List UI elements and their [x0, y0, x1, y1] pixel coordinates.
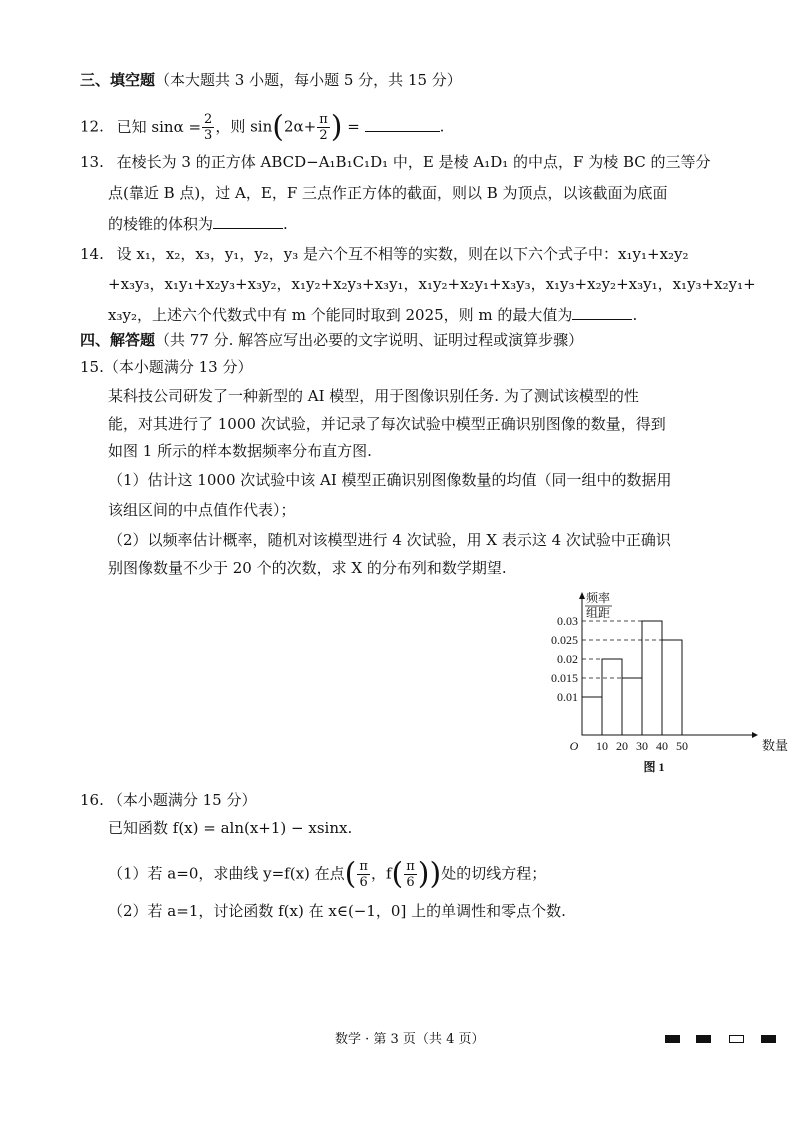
- q13-text-3: 的棱锥的体积为: [108, 215, 214, 233]
- q16-given: 已知函数 f(x) = aln(x+1) − xsinx.: [108, 819, 353, 837]
- q13-line-3: [108, 213, 288, 234]
- q15-para-3: 如图 1 所示的样本数据频率分布直方图.: [108, 442, 372, 460]
- x-tick-label: 40: [656, 739, 668, 753]
- section-4-heading: [80, 330, 583, 350]
- q16-rparen-outer: ): [429, 856, 442, 892]
- x-tick-label: 50: [676, 739, 688, 753]
- question-12: [80, 109, 445, 145]
- q14-text-3: x₃y₂，上述六个代数式中有 m 个能同时取到 2025，则 m 的最大值为: [108, 306, 573, 324]
- q15-sub1-a: （1）估计这 1000 次试验中该 AI 模型正确识别图像数量的均值（同一组中的数据用: [108, 471, 672, 489]
- q16-number: 16.: [80, 791, 104, 809]
- q12-fraction: [202, 112, 214, 143]
- q12-frac-den: 3: [204, 128, 213, 143]
- q12-pi-fraction: [317, 112, 330, 143]
- q12-arg: 2α+: [283, 117, 317, 136]
- q14-line-3: [108, 304, 637, 325]
- q16-rparen-inner: ): [417, 856, 430, 892]
- q13-end: .: [283, 215, 288, 233]
- x-axis-arrow: [752, 732, 758, 738]
- q16-frac-b-den: 6: [406, 875, 415, 890]
- histogram-bar: [642, 621, 662, 735]
- q16-lparen-inner: (: [391, 856, 404, 892]
- frequency-histogram: [548, 588, 789, 778]
- section-3-note: （本大题共 3 小题，每小题 5 分，共 15 分）: [155, 71, 462, 89]
- q14-line-1: [80, 244, 689, 264]
- q14-line-2: +x₃y₃，x₁y₁+x₂y₃+x₃y₂，x₁y₂+x₂y₃+x₃y₁，x₁y₂+x₂y₁+x₃y₃，x₁y₃+x₂y₂+x₃y₁，x₁y₃+x₂y₁+: [108, 275, 756, 293]
- footer-mark-2: [696, 1035, 711, 1043]
- footer-mark-4: [761, 1035, 776, 1043]
- x-tick-label: 20: [616, 739, 628, 753]
- q16-frac-b: [404, 859, 417, 890]
- q15-score: （本小题满分 13 分）: [103, 358, 253, 376]
- q16-sub1: [108, 856, 547, 892]
- x-axis-label: 数量: [762, 738, 789, 753]
- q15-header: [80, 357, 252, 377]
- x-tick-label: 30: [636, 739, 648, 753]
- q16-frac-b-num: π: [406, 859, 415, 874]
- q16-sub1-pre: （1）若 a=0，求曲线 y=f(x) 在点: [108, 864, 345, 883]
- q12-answer-blank[interactable]: [365, 116, 440, 132]
- q13-line-2: 点(靠近 B 点)，过 A，E，F 三点作正方体的截面，则以 B 为顶点，以该截面为底面: [108, 184, 668, 202]
- q13-answer-blank[interactable]: [213, 213, 283, 229]
- q16-header: [80, 790, 256, 810]
- section-3-heading: [80, 70, 462, 90]
- y-tick-label: 0.03: [557, 614, 578, 628]
- q15-para-1: 某科技公司研发了一种新型的 AI 模型，用于图像识别任务. 为了测试该模型的性: [108, 387, 639, 405]
- q16-lparen-outer: (: [344, 856, 357, 892]
- q15-sub1-b: 该组区间的中点值作代表）；: [108, 501, 296, 519]
- q14-number: 14.: [80, 245, 104, 263]
- histogram-bar: [582, 697, 602, 735]
- q14-answer-blank[interactable]: [572, 304, 632, 320]
- origin-label: O: [569, 739, 579, 753]
- q15-number: 15.: [80, 358, 104, 376]
- q16-frac-a-num: π: [359, 859, 368, 874]
- q12-rparen: ): [330, 109, 343, 145]
- section-3-title: 三、填空题: [80, 71, 156, 89]
- q14-text-1: 设 x₁，x₂，x₃，y₁，y₂，y₃ 是六个互不相等的实数，则在以下六个式子中：x₁y₁+x₂y₂: [116, 245, 689, 263]
- histogram-bar: [602, 659, 622, 735]
- y-tick-label: 0.015: [551, 671, 578, 685]
- section-4-title: 四、解答题: [80, 331, 156, 349]
- q12-number: 12.: [80, 117, 104, 136]
- y-tick-label: 0.02: [557, 652, 578, 666]
- q12-lparen: (: [272, 109, 284, 145]
- q16-comma-f: ，f: [370, 864, 392, 883]
- q15-sub2-a: （2）以频率估计概率，随机对该模型进行 4 次试验，用 X 表示这 4 次试验中正确识: [108, 531, 671, 549]
- y-axis-label-bottom: 组距: [586, 606, 611, 620]
- q12-pre: 已知 sinα =: [116, 117, 202, 136]
- histogram-bar: [622, 678, 642, 735]
- q12-mid: ，则 sin: [215, 117, 273, 136]
- y-tick-label: 0.025: [551, 633, 578, 647]
- y-axis-label-top: 频率: [586, 591, 611, 605]
- q12-frac-num: 2: [204, 112, 213, 127]
- q13-number: 13.: [80, 153, 104, 171]
- q16-sub1-post: 处的切线方程；: [441, 864, 547, 883]
- y-tick-label: 0.01: [557, 690, 578, 704]
- q15-sub2-b: 别图像数量不少于 20 个的次数，求 X 的分布列和数学期望.: [108, 559, 507, 577]
- q12-pi: π: [319, 112, 328, 127]
- footer-mark-1: [665, 1035, 680, 1043]
- section-4-note: （共 77 分. 解答应写出必要的文字说明、证明过程或演算步骤）: [155, 331, 584, 349]
- q16-score: （本小题满分 15 分）: [107, 791, 257, 809]
- q16-frac-a-den: 6: [359, 875, 368, 890]
- chart-caption: 图 1: [643, 760, 665, 774]
- page-footer: 数学 · 第 3 页（共 4 页）: [335, 1032, 485, 1047]
- q16-frac-a: [357, 859, 370, 890]
- q12-two: 2: [319, 128, 328, 143]
- footer-mark-3: [729, 1035, 744, 1043]
- q13-line-1: [80, 152, 711, 172]
- q12-end: .: [439, 117, 445, 136]
- q13-text-1: 在棱长为 3 的正方体 ABCD−A₁B₁C₁D₁ 中，E 是棱 A₁D₁ 的中点，F 为棱 BC 的三等分: [116, 153, 711, 171]
- y-axis-arrow: [579, 592, 585, 599]
- q15-para-2: 能，对其进行了 1000 次试验，并记录了每次试验中模型正确识别图像的数量，得到: [108, 415, 666, 433]
- q14-end: .: [632, 306, 638, 324]
- x-tick-label: 10: [596, 739, 608, 753]
- q16-sub2: （2）若 a=1，讨论函数 f(x) 在 x∈(−1，0] 上的单调性和零点个数.: [108, 902, 566, 920]
- q12-eq: =: [347, 117, 360, 136]
- histogram-bar: [662, 640, 682, 735]
